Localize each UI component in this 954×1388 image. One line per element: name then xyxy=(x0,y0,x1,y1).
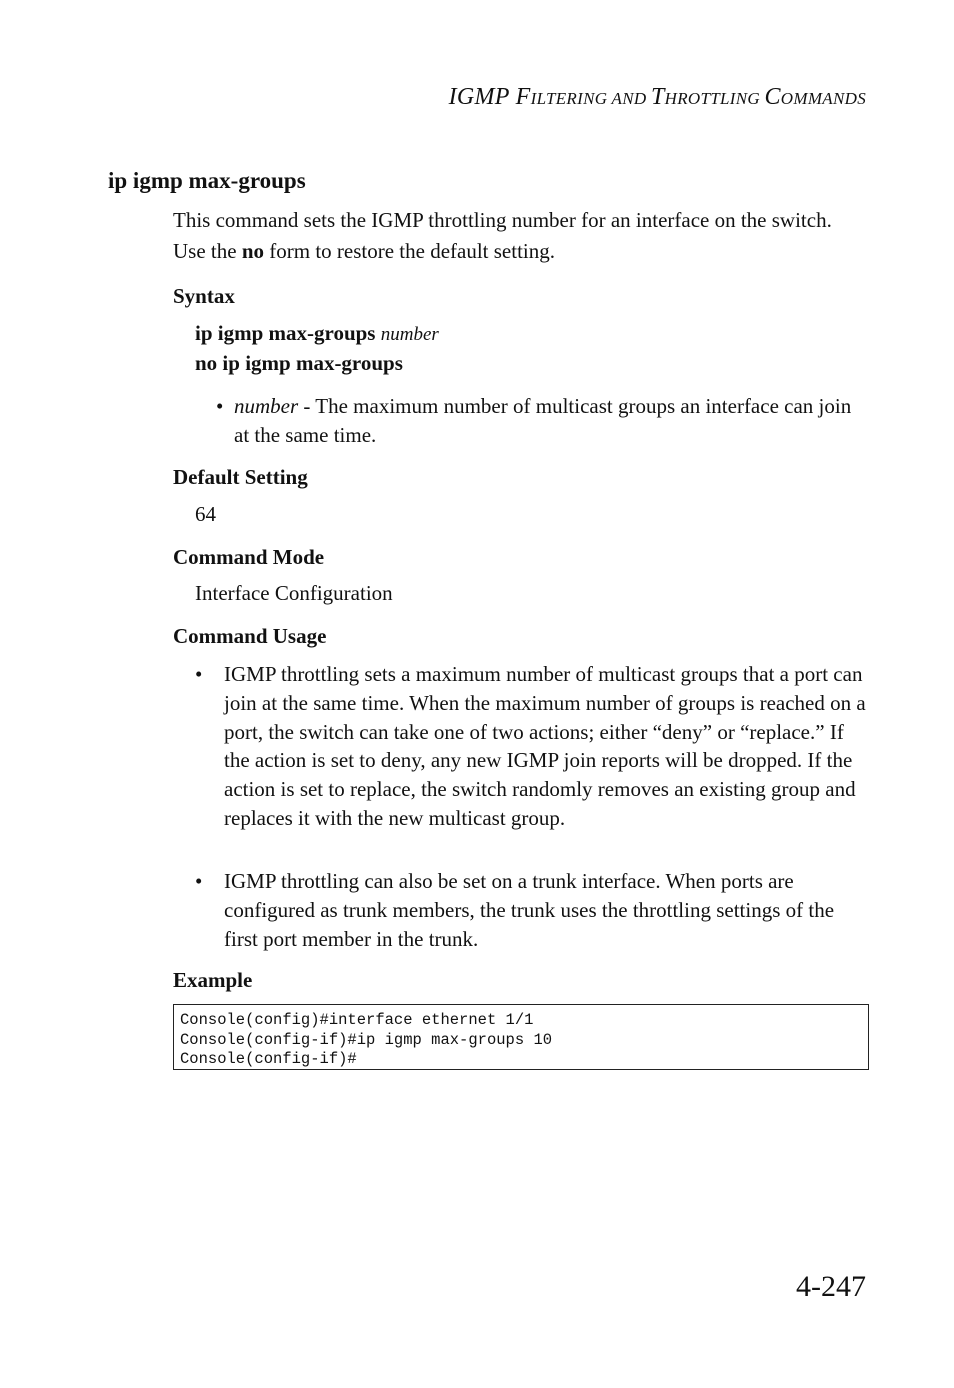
code-example-box xyxy=(173,1004,869,1070)
default-setting-heading: Default Setting xyxy=(173,465,308,489)
command-description: This command sets the IGMP throttling number for an interface on the switch. Use the no form to restore the default setting. xyxy=(173,208,832,263)
syntax-param-item: • number - The maximum number of multicast groups an interface can join at the same time. xyxy=(216,394,852,447)
page-number: 4-247 xyxy=(796,1270,866,1303)
code-line: Console(config)#interface ethernet 1/1 xyxy=(180,1011,534,1029)
bullet-icon: • xyxy=(195,869,203,893)
usage-item: • IGMP throttling can also be set on a trunk interface. When ports are configured as trunk members, the trunk uses the throttling settings of the first port member in the trunk. xyxy=(195,869,835,951)
code-line: Console(config-if)#ip igmp max-groups 10 xyxy=(180,1030,553,1049)
default-setting-value: 64 xyxy=(195,502,216,526)
syntax-line: no ip igmp max-groups xyxy=(195,351,403,375)
bullet-icon: • xyxy=(195,662,203,686)
usage-item: • IGMP throttling sets a maximum number of multicast groups that a port can join at the same time. When the maximum number of groups is reached on a port, the switch can take one of two actions; either “deny” or “replace.” If the action is set to deny, any new IGMP join reports will be dropped. If the action is set to replace, the switch randomly removes an existing group and replaces it with the new multicast group. xyxy=(195,662,866,830)
command-usage-heading: Command Usage xyxy=(173,624,327,648)
command-mode-value: Interface Configuration xyxy=(195,581,393,605)
syntax-block xyxy=(195,319,439,378)
syntax-heading: Syntax xyxy=(173,284,235,308)
bullet-icon: • xyxy=(216,394,224,418)
example-heading: Example xyxy=(173,968,253,992)
syntax-line: ip igmp max-groups number xyxy=(195,321,439,345)
code-line: Console(config-if)# xyxy=(180,1050,357,1068)
command-title: ip igmp max-groups xyxy=(108,168,306,193)
command-mode-heading: Command Mode xyxy=(173,545,325,569)
running-header: IGMP FILTERING AND THROTTLING COMMANDS xyxy=(448,84,866,110)
